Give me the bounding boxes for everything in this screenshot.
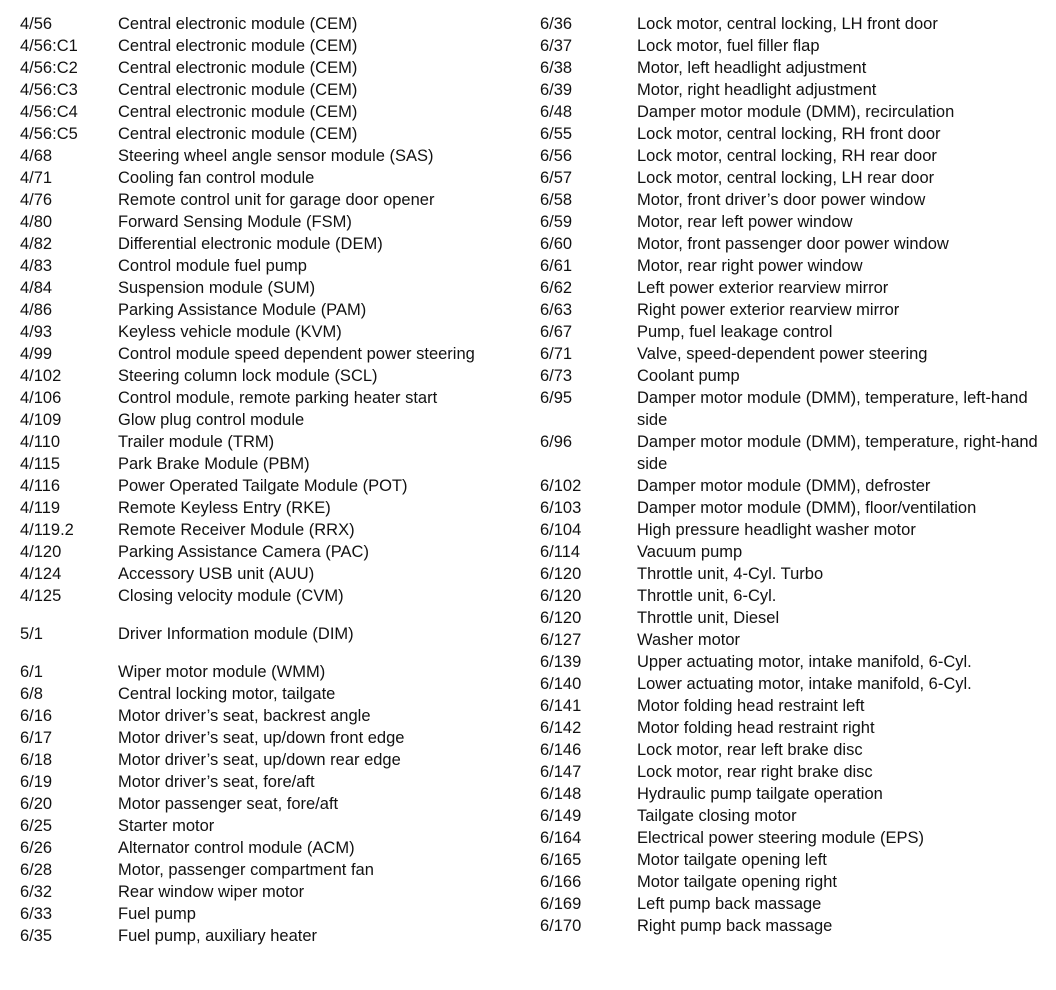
component-entry: [20, 387, 520, 409]
component-description: Lock motor, central locking, LH rear door: [637, 169, 935, 187]
component-description: Motor passenger seat, fore/aft: [118, 795, 339, 813]
component-code: 6/146: [540, 741, 582, 759]
component-code: 6/33: [20, 905, 53, 923]
component-code: 4/120: [20, 543, 62, 561]
component-code: 6/8: [20, 685, 43, 703]
component-entry: [20, 815, 520, 837]
component-description: Steering wheel angle sensor module (SAS): [118, 147, 434, 165]
component-code: 4/124: [20, 565, 62, 583]
component-code: 6/120: [540, 565, 582, 583]
component-entry: [20, 409, 520, 431]
component-code: 6/164: [540, 829, 582, 847]
component-description: Upper actuating motor, intake manifold, 6-Cyl.: [637, 653, 972, 671]
component-code: 4/84: [20, 279, 53, 297]
component-code: 6/57: [540, 169, 573, 187]
component-code: 4/56:C2: [20, 59, 78, 77]
component-entry: [540, 585, 1050, 607]
component-description: Throttle unit, 4-Cyl. Turbo: [637, 565, 824, 583]
component-code: 6/61: [540, 257, 573, 275]
component-entry: [540, 13, 1050, 35]
component-description: Left power exterior rearview mirror: [637, 279, 889, 297]
component-code: 6/28: [20, 861, 53, 879]
component-entry: [20, 299, 520, 321]
component-entry: [540, 101, 1050, 123]
component-description: Remote Receiver Module (RRX): [118, 521, 355, 539]
component-code: 6/60: [540, 235, 573, 253]
component-code: 6/142: [540, 719, 582, 737]
component-description: Control module fuel pump: [118, 257, 307, 275]
component-entry: [20, 925, 520, 947]
component-entry: [540, 35, 1050, 57]
component-code: 6/25: [20, 817, 53, 835]
component-description: Lock motor, rear right brake disc: [637, 763, 873, 781]
component-description: Tailgate closing motor: [637, 807, 797, 825]
component-entry: [540, 629, 1050, 651]
component-entry: [540, 871, 1050, 893]
component-entry: [20, 475, 520, 497]
component-description: Fuel pump: [118, 905, 196, 923]
component-code: 6/114: [540, 543, 581, 561]
component-description: Coolant pump: [637, 367, 740, 385]
component-description: Central electronic module (CEM): [118, 81, 358, 99]
component-description: Central electronic module (CEM): [118, 103, 358, 121]
component-description: Lock motor, rear left brake disc: [637, 741, 863, 759]
component-description: Motor tailgate opening left: [637, 851, 827, 869]
component-code: 6/20: [20, 795, 53, 813]
component-description: Throttle unit, Diesel: [637, 609, 780, 627]
component-description: Motor, rear right power window: [637, 257, 863, 275]
component-code: 6/170: [540, 917, 582, 935]
component-description: Valve, speed-dependent power steering: [637, 345, 928, 363]
component-description: Electrical power steering module (EPS): [637, 829, 925, 847]
component-code: 6/73: [540, 367, 573, 385]
component-description: Driver Information module (DIM): [118, 625, 354, 643]
component-description: Lock motor, fuel filler flap: [637, 37, 820, 55]
component-entry: [20, 661, 520, 683]
component-code: 4/56: [20, 15, 53, 33]
component-code: 4/125: [20, 587, 62, 605]
component-description: Keyless vehicle module (KVM): [118, 323, 342, 341]
component-code: 6/139: [540, 653, 582, 671]
component-code: 4/82: [20, 235, 53, 253]
component-entry: [20, 453, 520, 475]
component-code: 6/165: [540, 851, 582, 869]
component-description: Hydraulic pump tailgate operation: [637, 785, 883, 803]
component-description: Glow plug control module: [118, 411, 305, 429]
component-code: 4/71: [20, 169, 53, 187]
component-entry: [540, 783, 1050, 805]
component-entry: [540, 277, 1050, 299]
component-entry: [540, 695, 1050, 717]
component-code: 6/35: [20, 927, 53, 945]
component-entry: [20, 683, 520, 705]
component-entry: [20, 365, 520, 387]
component-description: Forward Sensing Module (FSM): [118, 213, 352, 231]
component-code: 6/102: [540, 477, 582, 495]
component-entry: [540, 321, 1050, 343]
component-code: 6/26: [20, 839, 53, 857]
component-description: Left pump back massage: [637, 895, 822, 913]
component-entry: [20, 519, 520, 541]
component-description: Park Brake Module (PBM): [118, 455, 310, 473]
component-entry: [540, 827, 1050, 849]
component-code: 6/95: [540, 389, 573, 407]
component-entry: [20, 57, 520, 79]
component-code: 6/48: [540, 103, 573, 121]
component-entry: [20, 101, 520, 123]
component-code: 4/116: [20, 477, 61, 495]
component-description: Damper motor module (DMM), floor/ventilation: [637, 499, 977, 517]
component-entry: [20, 233, 520, 255]
component-code: 6/37: [540, 37, 573, 55]
component-description: Parking Assistance Module (PAM): [118, 301, 367, 319]
component-code: 6/55: [540, 125, 573, 143]
component-code: 6/58: [540, 191, 573, 209]
component-entry: [540, 915, 1050, 937]
component-entry: [20, 79, 520, 101]
component-entry: [20, 837, 520, 859]
component-entry: [540, 497, 1050, 519]
component-code: 4/56:C5: [20, 125, 78, 143]
component-entry: [540, 365, 1050, 387]
component-entry: [20, 431, 520, 453]
component-entry: [20, 705, 520, 727]
component-list-right: [540, 13, 1050, 937]
component-code: 4/56:C4: [20, 103, 78, 121]
component-code: 4/119.2: [20, 521, 74, 539]
component-code: 4/56:C3: [20, 81, 78, 99]
component-entry: [540, 57, 1050, 79]
component-description: Lock motor, central locking, RH rear door: [637, 147, 937, 165]
component-entry: [20, 563, 520, 585]
component-entry: [540, 717, 1050, 739]
component-description: Motor, passenger compartment fan: [118, 861, 374, 879]
component-code: 6/59: [540, 213, 573, 231]
component-entry: [20, 211, 520, 233]
component-description: Lower actuating motor, intake manifold, 6-Cyl.: [637, 675, 972, 693]
component-description: Lock motor, central locking, LH front door: [637, 15, 938, 33]
component-entry: [540, 475, 1050, 497]
component-code: 6/62: [540, 279, 573, 297]
component-entry: [540, 563, 1050, 585]
component-entry: [540, 739, 1050, 761]
component-description: Motor, front driver’s door power window: [637, 191, 926, 209]
component-entry: [540, 607, 1050, 629]
component-entry: [540, 431, 1050, 475]
component-entry: [20, 623, 520, 645]
component-code: 4/68: [20, 147, 53, 165]
component-entry: [20, 497, 520, 519]
component-entry: [20, 903, 520, 925]
component-code: 6/141: [540, 697, 582, 715]
component-code: 6/16: [20, 707, 53, 725]
component-code: 4/76: [20, 191, 53, 209]
component-entry: [540, 123, 1050, 145]
component-entry: [20, 541, 520, 563]
component-code: 5/1: [20, 625, 43, 643]
component-description: Suspension module (SUM): [118, 279, 316, 297]
component-description: Pump, fuel leakage control: [637, 323, 833, 341]
component-entry: [20, 727, 520, 749]
component-code: 4/56:C1: [20, 37, 78, 55]
component-code: 6/19: [20, 773, 53, 791]
component-entry: [20, 321, 520, 343]
component-description: Damper motor module (DMM), temperature, left-hand side: [637, 389, 1028, 429]
component-code: 6/166: [540, 873, 582, 891]
component-entry: [540, 519, 1050, 541]
component-entry: [20, 145, 520, 167]
component-description: Remote Keyless Entry (RKE): [118, 499, 331, 517]
component-code: 6/149: [540, 807, 582, 825]
component-description: Parking Assistance Camera (PAC): [118, 543, 369, 561]
component-description: Right pump back massage: [637, 917, 833, 935]
component-description: Closing velocity module (CVM): [118, 587, 344, 605]
component-entry: [540, 805, 1050, 827]
component-description: Throttle unit, 6-Cyl.: [637, 587, 777, 605]
component-description: Power Operated Tailgate Module (POT): [118, 477, 408, 495]
component-description: Motor driver’s seat, fore/aft: [118, 773, 315, 791]
component-code: 4/119: [20, 499, 61, 517]
component-entry: [20, 255, 520, 277]
component-code: 6/120: [540, 587, 582, 605]
component-description: Vacuum pump: [637, 543, 743, 561]
component-entry: [540, 849, 1050, 871]
component-code: 6/96: [540, 433, 573, 451]
component-code: 4/102: [20, 367, 62, 385]
component-code: 4/83: [20, 257, 53, 275]
component-entry: [540, 541, 1050, 563]
component-description: Central electronic module (CEM): [118, 125, 358, 143]
component-description: Accessory USB unit (AUU): [118, 565, 315, 583]
component-description: Wiper motor module (WMM): [118, 663, 326, 681]
component-code: 6/120: [540, 609, 582, 627]
component-code: 6/39: [540, 81, 573, 99]
component-code: 6/56: [540, 147, 573, 165]
component-description: Washer motor: [637, 631, 740, 649]
component-code: 6/140: [540, 675, 582, 693]
component-code: 6/104: [540, 521, 582, 539]
component-code: 6/32: [20, 883, 53, 901]
component-entry: [20, 35, 520, 57]
component-code: 4/106: [20, 389, 62, 407]
component-description: Motor, right headlight adjustment: [637, 81, 877, 99]
component-description: Motor, front passenger door power window: [637, 235, 949, 253]
component-entry: [540, 233, 1050, 255]
component-code: 6/127: [540, 631, 582, 649]
component-description: Motor tailgate opening right: [637, 873, 837, 891]
component-entry: [540, 651, 1050, 673]
component-entry: [20, 277, 520, 299]
component-entry: [540, 211, 1050, 233]
component-code: 6/18: [20, 751, 53, 769]
component-description: Fuel pump, auxiliary heater: [118, 927, 318, 945]
component-entry: [540, 189, 1050, 211]
component-entry: [20, 13, 520, 35]
component-description: Steering column lock module (SCL): [118, 367, 378, 385]
component-description: Remote control unit for garage door opener: [118, 191, 435, 209]
component-description: Motor, left headlight adjustment: [637, 59, 867, 77]
component-description: Differential electronic module (DEM): [118, 235, 383, 253]
component-description: Right power exterior rearview mirror: [637, 301, 900, 319]
component-entry: [540, 761, 1050, 783]
component-code: 6/38: [540, 59, 573, 77]
component-code: 4/109: [20, 411, 62, 429]
component-entry: [540, 299, 1050, 321]
component-entry: [540, 255, 1050, 277]
component-description: Alternator control module (ACM): [118, 839, 355, 857]
component-code: 6/71: [540, 345, 573, 363]
component-description: Motor, rear left power window: [637, 213, 853, 231]
component-code: 6/36: [540, 15, 573, 33]
component-description: Control module speed dependent power steering: [118, 345, 475, 363]
component-code: 4/86: [20, 301, 53, 319]
component-description: Lock motor, central locking, RH front door: [637, 125, 941, 143]
component-code: 6/103: [540, 499, 582, 517]
component-description: Trailer module (TRM): [118, 433, 275, 451]
component-description: Cooling fan control module: [118, 169, 315, 187]
component-description: Central electronic module (CEM): [118, 37, 358, 55]
component-description: Damper motor module (DMM), temperature, right-hand side: [637, 433, 1038, 473]
component-description: Central locking motor, tailgate: [118, 685, 336, 703]
component-code: 6/1: [20, 663, 43, 681]
component-entry: [20, 343, 520, 365]
component-entry: [540, 893, 1050, 915]
component-description: Motor folding head restraint left: [637, 697, 865, 715]
component-description: Starter motor: [118, 817, 215, 835]
component-code: 4/93: [20, 323, 53, 341]
component-description: Motor driver’s seat, backrest angle: [118, 707, 371, 725]
component-description: Rear window wiper motor: [118, 883, 305, 901]
component-description: Central electronic module (CEM): [118, 15, 358, 33]
component-code: 4/115: [20, 455, 61, 473]
component-entry: [540, 387, 1050, 431]
component-entry: [540, 673, 1050, 695]
component-description: Damper motor module (DMM), defroster: [637, 477, 931, 495]
component-entry: [20, 749, 520, 771]
component-entry: [540, 145, 1050, 167]
component-description: High pressure headlight washer motor: [637, 521, 916, 539]
component-code: 6/17: [20, 729, 53, 747]
component-description: Motor driver’s seat, up/down front edge: [118, 729, 405, 747]
component-code: 6/67: [540, 323, 573, 341]
component-entry: [20, 859, 520, 881]
component-code: 6/169: [540, 895, 582, 913]
component-description: Damper motor module (DMM), recirculation: [637, 103, 955, 121]
component-description: Central electronic module (CEM): [118, 59, 358, 77]
component-entry: [540, 79, 1050, 101]
component-list-left: [20, 13, 520, 947]
component-description: Control module, remote parking heater start: [118, 389, 438, 407]
component-code: 4/99: [20, 345, 53, 363]
component-entry: [20, 123, 520, 145]
component-description: Motor folding head restraint right: [637, 719, 875, 737]
component-code: 6/63: [540, 301, 573, 319]
component-entry: [20, 585, 520, 607]
component-code: 6/148: [540, 785, 582, 803]
component-entry: [540, 167, 1050, 189]
component-code: 4/110: [20, 433, 61, 451]
component-code: 4/80: [20, 213, 53, 231]
component-entry: [20, 771, 520, 793]
component-entry: [20, 793, 520, 815]
component-description: Motor driver’s seat, up/down rear edge: [118, 751, 401, 769]
component-entry: [540, 343, 1050, 365]
component-code: 6/147: [540, 763, 582, 781]
component-entry: [20, 881, 520, 903]
component-entry: [20, 167, 520, 189]
component-entry: [20, 189, 520, 211]
